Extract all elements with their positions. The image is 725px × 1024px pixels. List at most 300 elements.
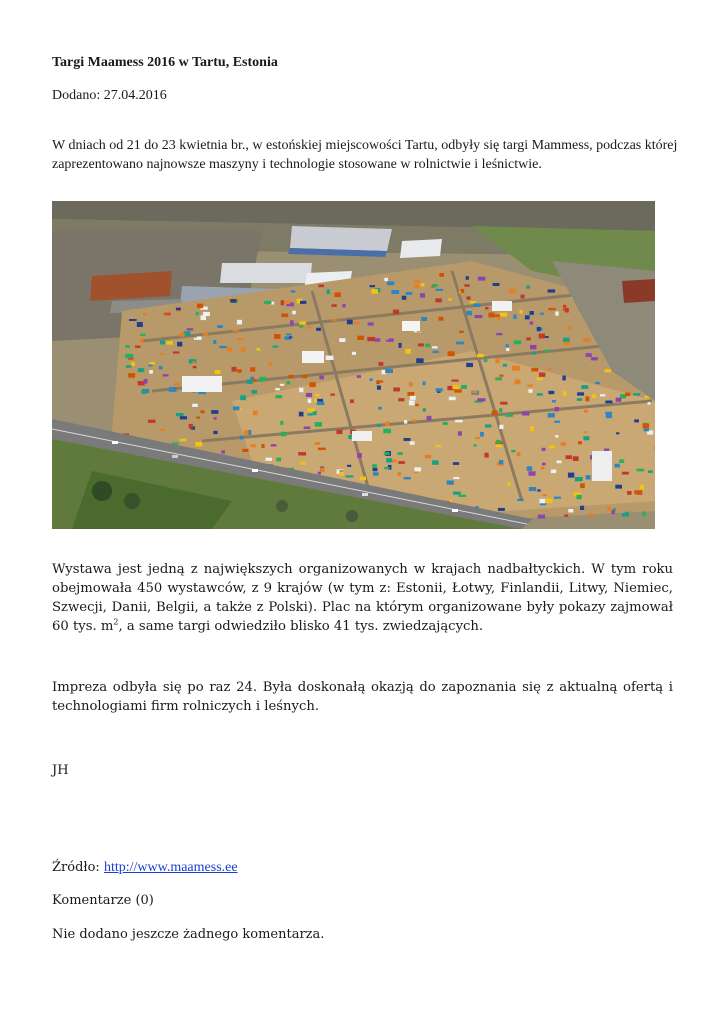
machine-mark	[227, 347, 232, 352]
machine-mark	[565, 308, 569, 312]
machine-mark	[161, 353, 164, 355]
machine-mark	[334, 292, 341, 297]
machine-mark	[625, 512, 629, 517]
machine-mark	[456, 342, 464, 345]
machine-mark	[327, 289, 330, 294]
machine-mark	[484, 453, 488, 458]
machine-mark	[377, 424, 381, 427]
machine-mark	[148, 364, 152, 366]
machine-mark	[230, 299, 236, 303]
machine-mark	[466, 276, 469, 280]
machine-mark	[302, 375, 307, 378]
author-initials: JH	[52, 763, 69, 778]
machine-mark	[584, 410, 588, 413]
machine-mark	[522, 412, 530, 416]
machine-mark	[537, 489, 540, 491]
machine-mark	[557, 461, 562, 464]
article-intro: W dniach od 21 do 23 kwietnia br., w estońskiej miejscowości Tartu, odbyły się targi Mammess, podczas której zaprezentowano najnowsze maszyny i technologie stosowane w rolnictwie i leśnictwie.	[52, 138, 678, 172]
machine-mark	[339, 338, 345, 342]
machine-mark	[409, 382, 413, 386]
machine-mark	[452, 385, 458, 389]
machine-mark	[500, 402, 507, 405]
machine-mark	[493, 283, 500, 286]
machine-mark	[141, 390, 146, 394]
article-paragraph-2: Impreza odbyła się po raz 24. Była doskonałą okazją do zapoznania się z aktualną ofertą i technologiami firm rolniczych i leśnych.	[52, 680, 673, 714]
machine-mark	[568, 509, 573, 513]
machine-mark	[166, 341, 173, 345]
machine-mark	[193, 366, 197, 368]
machine-mark	[332, 319, 337, 321]
machine-mark	[215, 370, 221, 374]
machine-mark	[583, 338, 591, 342]
machine-mark	[318, 285, 324, 288]
machine-mark	[287, 381, 291, 384]
machine-mark	[459, 495, 467, 497]
machine-mark	[280, 384, 284, 386]
machine-mark	[461, 385, 467, 389]
machine-mark	[513, 314, 516, 319]
machine-mark	[506, 348, 509, 351]
machine-mark	[149, 362, 155, 364]
machine-mark	[562, 376, 565, 381]
machine-mark	[378, 407, 382, 410]
machine-mark	[517, 452, 521, 456]
machine-mark	[387, 281, 394, 285]
machine-mark	[404, 477, 411, 479]
machine-mark	[512, 366, 520, 371]
machine-mark	[503, 364, 507, 367]
machine-mark	[506, 344, 509, 348]
machine-mark	[384, 467, 390, 469]
machine-mark	[530, 321, 534, 324]
machine-mark	[360, 477, 366, 481]
machine-mark	[299, 326, 303, 328]
machine-mark	[242, 449, 248, 452]
machine-mark	[384, 278, 388, 281]
machine-mark	[611, 510, 615, 514]
machine-mark	[548, 368, 551, 371]
machine-mark	[372, 464, 377, 468]
comments-heading: Komentarze (0)	[52, 893, 154, 908]
machine-mark	[545, 350, 550, 353]
machine-mark	[648, 470, 653, 473]
machine-mark	[521, 295, 525, 299]
machine-mark	[497, 317, 500, 321]
article-paragraph-1	[52, 560, 673, 636]
machine-mark	[310, 382, 316, 387]
machine-mark	[443, 422, 448, 425]
machine-mark	[455, 420, 463, 423]
machine-mark	[217, 325, 223, 328]
machine-mark	[196, 417, 200, 419]
machine-mark	[273, 346, 279, 348]
machine-mark	[197, 304, 203, 309]
machine-mark	[342, 304, 345, 307]
machine-mark	[298, 452, 306, 455]
machine-mark	[542, 448, 546, 451]
machine-mark	[472, 391, 478, 393]
machine-mark	[299, 321, 306, 325]
machine-mark	[379, 362, 384, 366]
no-comments-message: Nie dodano jeszcze żadnego komentarza.	[52, 927, 325, 942]
source-label: Źródło:	[52, 860, 104, 875]
machine-mark	[354, 322, 360, 325]
machine-mark	[246, 380, 252, 384]
machine-mark	[264, 301, 271, 304]
machine-mark	[330, 394, 335, 396]
machine-mark	[627, 491, 632, 495]
machine-mark	[458, 431, 462, 435]
machine-mark	[286, 334, 291, 336]
machine-mark	[370, 285, 376, 287]
machine-mark	[540, 499, 546, 504]
machine-mark	[537, 393, 543, 395]
machine-mark	[276, 395, 283, 398]
machine-mark	[237, 338, 244, 340]
machine-mark	[591, 357, 598, 360]
machine-mark	[542, 463, 546, 466]
machine-mark	[410, 396, 416, 400]
machine-mark	[496, 440, 501, 444]
machine-mark	[306, 393, 312, 397]
machine-mark	[498, 508, 505, 511]
machine-mark	[606, 414, 612, 419]
machine-mark	[427, 416, 432, 421]
machine-mark	[527, 385, 533, 387]
machine-mark	[529, 487, 536, 491]
machine-mark	[514, 340, 522, 344]
machine-mark	[180, 439, 187, 442]
machine-mark	[237, 320, 242, 325]
machine-mark	[592, 395, 596, 399]
machine-mark	[554, 497, 561, 499]
machine-mark	[432, 460, 439, 465]
machine-mark	[300, 462, 305, 465]
machine-mark	[290, 320, 294, 325]
machine-mark	[595, 382, 600, 384]
machine-mark	[466, 363, 473, 367]
machine-mark	[454, 389, 462, 392]
machine-mark	[453, 462, 459, 465]
machine-mark	[125, 354, 133, 358]
machine-mark	[500, 313, 507, 317]
machine-mark	[439, 317, 444, 321]
machine-mark	[619, 459, 624, 463]
machine-mark	[159, 366, 163, 369]
machine-mark	[432, 346, 438, 348]
machine-mark	[385, 422, 389, 426]
machine-mark	[600, 394, 605, 396]
machine-mark	[477, 354, 484, 357]
machine-mark	[137, 322, 143, 327]
machine-mark	[421, 283, 425, 287]
machine-mark	[315, 394, 319, 397]
machine-mark	[470, 301, 476, 304]
machine-mark	[276, 458, 281, 462]
machine-mark	[525, 315, 530, 319]
machine-mark	[384, 452, 390, 455]
machine-mark	[492, 411, 498, 416]
machine-mark	[414, 280, 420, 283]
machine-mark	[315, 422, 322, 427]
machine-mark	[640, 485, 645, 490]
machine-mark	[289, 336, 292, 338]
machine-mark	[129, 319, 137, 321]
machine-mark	[203, 333, 208, 336]
machine-mark	[125, 345, 130, 348]
machine-mark	[555, 311, 558, 315]
machine-mark	[548, 391, 554, 394]
machine-mark	[318, 448, 326, 451]
machine-mark	[251, 390, 257, 394]
machine-mark	[605, 369, 612, 372]
machine-mark	[414, 467, 421, 471]
machine-mark	[179, 333, 185, 337]
machine-mark	[540, 503, 546, 505]
machine-mark	[634, 490, 642, 494]
machine-mark	[423, 408, 426, 411]
machine-mark	[169, 387, 177, 392]
machine-mark	[266, 458, 273, 461]
machine-mark	[398, 452, 403, 455]
machine-mark	[578, 441, 582, 444]
machine-mark	[291, 290, 296, 292]
machine-mark	[410, 441, 415, 445]
machine-mark	[435, 289, 443, 291]
machine-mark	[425, 455, 432, 459]
machine-mark	[541, 467, 544, 470]
machine-mark	[499, 460, 503, 464]
machine-mark	[346, 475, 354, 477]
machine-mark	[203, 312, 210, 316]
machine-mark	[383, 429, 391, 434]
machine-mark	[350, 399, 354, 403]
machine-mark	[393, 310, 399, 315]
machine-mark	[260, 377, 266, 382]
machine-mark	[261, 444, 264, 448]
machine-mark	[173, 351, 180, 353]
machine-mark	[577, 398, 583, 401]
machine-mark	[406, 292, 413, 295]
aerial-photo-illustration	[52, 201, 655, 529]
machine-mark	[616, 432, 619, 434]
machine-mark	[529, 471, 536, 475]
machine-mark	[538, 515, 545, 519]
machine-mark	[566, 455, 572, 459]
machine-mark	[280, 421, 283, 425]
machine-mark	[143, 313, 147, 316]
machine-mark	[318, 472, 321, 475]
machine-mark	[495, 377, 502, 380]
machine-mark	[232, 367, 237, 372]
machine-mark	[586, 353, 592, 357]
machine-mark	[332, 304, 337, 307]
machine-mark	[271, 444, 277, 446]
machine-mark	[164, 313, 171, 316]
machine-mark	[499, 408, 502, 412]
machine-mark	[195, 442, 202, 447]
machine-mark	[213, 431, 217, 434]
machine-mark	[413, 285, 419, 289]
machine-mark	[402, 296, 407, 300]
machine-mark	[537, 327, 541, 331]
machine-mark	[448, 351, 455, 356]
machine-mark	[126, 365, 132, 367]
machine-mark	[520, 310, 523, 314]
machine-mark	[252, 379, 256, 381]
machine-mark	[357, 453, 362, 458]
machine-mark	[308, 399, 312, 403]
machine-mark	[241, 347, 246, 352]
machine-mark	[149, 370, 153, 374]
machine-mark	[581, 385, 588, 389]
source-line	[52, 860, 238, 876]
machine-mark	[539, 334, 545, 339]
machine-mark	[373, 468, 378, 472]
machine-mark	[326, 356, 334, 360]
machine-mark	[453, 477, 459, 479]
machine-mark	[634, 419, 639, 422]
machine-mark	[317, 399, 323, 402]
machine-mark	[475, 437, 480, 439]
machine-mark	[555, 435, 558, 438]
machine-mark	[449, 397, 456, 401]
machine-mark	[485, 424, 491, 427]
machine-mark	[140, 334, 145, 336]
machine-mark	[485, 307, 488, 310]
machine-mark	[527, 466, 532, 471]
machine-mark	[160, 340, 165, 344]
paragraph-1-text: Wystawa jest jedną z największych organizowanych w krajach nadbałtyckich. W tym roku obejmowała 450 wystawców, z 9 krajów (w tym z: Estonii, Łotwy, Finlandii, Litwy, Niemiec, Szwecji, Danii, Belgii, a także z Polski). Plac na którym organizowane były pokazy zajmował 60 tys. m	[52, 562, 673, 634]
machine-mark	[637, 469, 645, 472]
machine-mark	[643, 424, 650, 429]
machine-mark	[435, 298, 441, 302]
machine-mark	[480, 432, 484, 437]
machine-mark	[347, 465, 351, 467]
machine-mark	[392, 460, 397, 463]
machine-mark	[251, 444, 256, 447]
machine-mark	[607, 507, 611, 511]
machine-mark	[237, 369, 242, 373]
machine-mark	[336, 430, 342, 435]
machine-mark	[435, 445, 441, 447]
machine-mark	[304, 427, 311, 430]
machine-mark	[253, 411, 258, 416]
machine-mark	[281, 313, 288, 317]
machine-mark	[432, 284, 438, 287]
machine-mark	[398, 472, 401, 476]
machine-mark	[313, 411, 317, 415]
article-title: Targi Maamess 2016 w Tartu, Estonia	[52, 55, 278, 70]
machine-mark	[466, 311, 472, 315]
machine-mark	[148, 420, 155, 423]
machine-mark	[423, 381, 426, 385]
machine-mark	[174, 383, 179, 386]
machine-mark	[283, 301, 290, 304]
machine-mark	[347, 320, 353, 325]
machine-mark	[409, 400, 415, 405]
machine-mark	[404, 438, 411, 441]
machine-mark	[240, 395, 246, 400]
machine-mark	[377, 386, 381, 390]
machine-mark	[135, 346, 140, 348]
machine-mark	[477, 398, 485, 401]
machine-mark	[567, 326, 571, 329]
machine-mark	[339, 471, 344, 475]
machine-mark	[448, 298, 451, 301]
machine-mark	[563, 305, 566, 307]
machine-mark	[586, 475, 591, 479]
machine-mark	[371, 289, 378, 294]
machine-mark	[563, 391, 567, 396]
machine-mark	[368, 322, 374, 325]
machine-mark	[213, 340, 216, 344]
machine-mark	[546, 499, 553, 503]
machine-mark	[509, 289, 516, 293]
machine-mark	[196, 312, 199, 316]
machine-mark	[163, 374, 169, 376]
machine-mark	[580, 483, 585, 488]
machine-mark	[233, 406, 239, 410]
machine-mark	[531, 368, 538, 372]
machine-mark	[439, 273, 444, 277]
machine-mark	[412, 420, 417, 422]
machine-mark	[299, 412, 304, 417]
paragraph-1-text-end: , a same targi odwiedziło blisko 41 tys. zwiedzających.	[118, 619, 484, 634]
machine-mark	[508, 482, 511, 486]
machine-mark	[382, 370, 386, 374]
machine-mark	[549, 446, 555, 449]
machine-mark	[605, 401, 612, 404]
machine-mark	[499, 375, 503, 377]
aerial-photo	[52, 201, 655, 529]
machine-mark	[393, 388, 400, 392]
machine-mark	[548, 289, 556, 292]
machine-mark	[555, 407, 560, 411]
machine-mark	[315, 442, 320, 445]
machine-mark	[642, 511, 645, 516]
article-date: Dodano: 27.04.2016	[52, 88, 167, 103]
machine-mark	[352, 352, 356, 355]
machine-mark	[144, 379, 148, 384]
machine-mark	[128, 373, 135, 378]
machine-mark	[561, 442, 566, 446]
machine-mark	[583, 436, 589, 440]
source-link[interactable]: http://www.maamess.ee	[103, 860, 238, 875]
machine-mark	[505, 414, 513, 417]
machine-mark	[415, 404, 419, 407]
machine-mark	[269, 362, 273, 366]
machine-mark	[496, 333, 502, 335]
machine-mark	[536, 378, 542, 381]
machine-mark	[176, 310, 181, 312]
machine-mark	[192, 361, 195, 363]
machine-mark	[319, 376, 324, 380]
machine-mark	[530, 426, 534, 431]
machine-mark	[577, 495, 582, 499]
machine-mark	[532, 352, 537, 354]
machine-mark	[515, 380, 521, 385]
machine-mark	[554, 421, 560, 423]
machine-mark	[577, 392, 584, 395]
machine-mark	[375, 338, 380, 342]
machine-mark	[160, 429, 165, 432]
machine-mark	[539, 373, 546, 377]
machine-mark	[464, 284, 469, 287]
machine-mark	[257, 348, 261, 351]
machine-mark	[275, 388, 280, 390]
machine-mark	[240, 436, 244, 440]
